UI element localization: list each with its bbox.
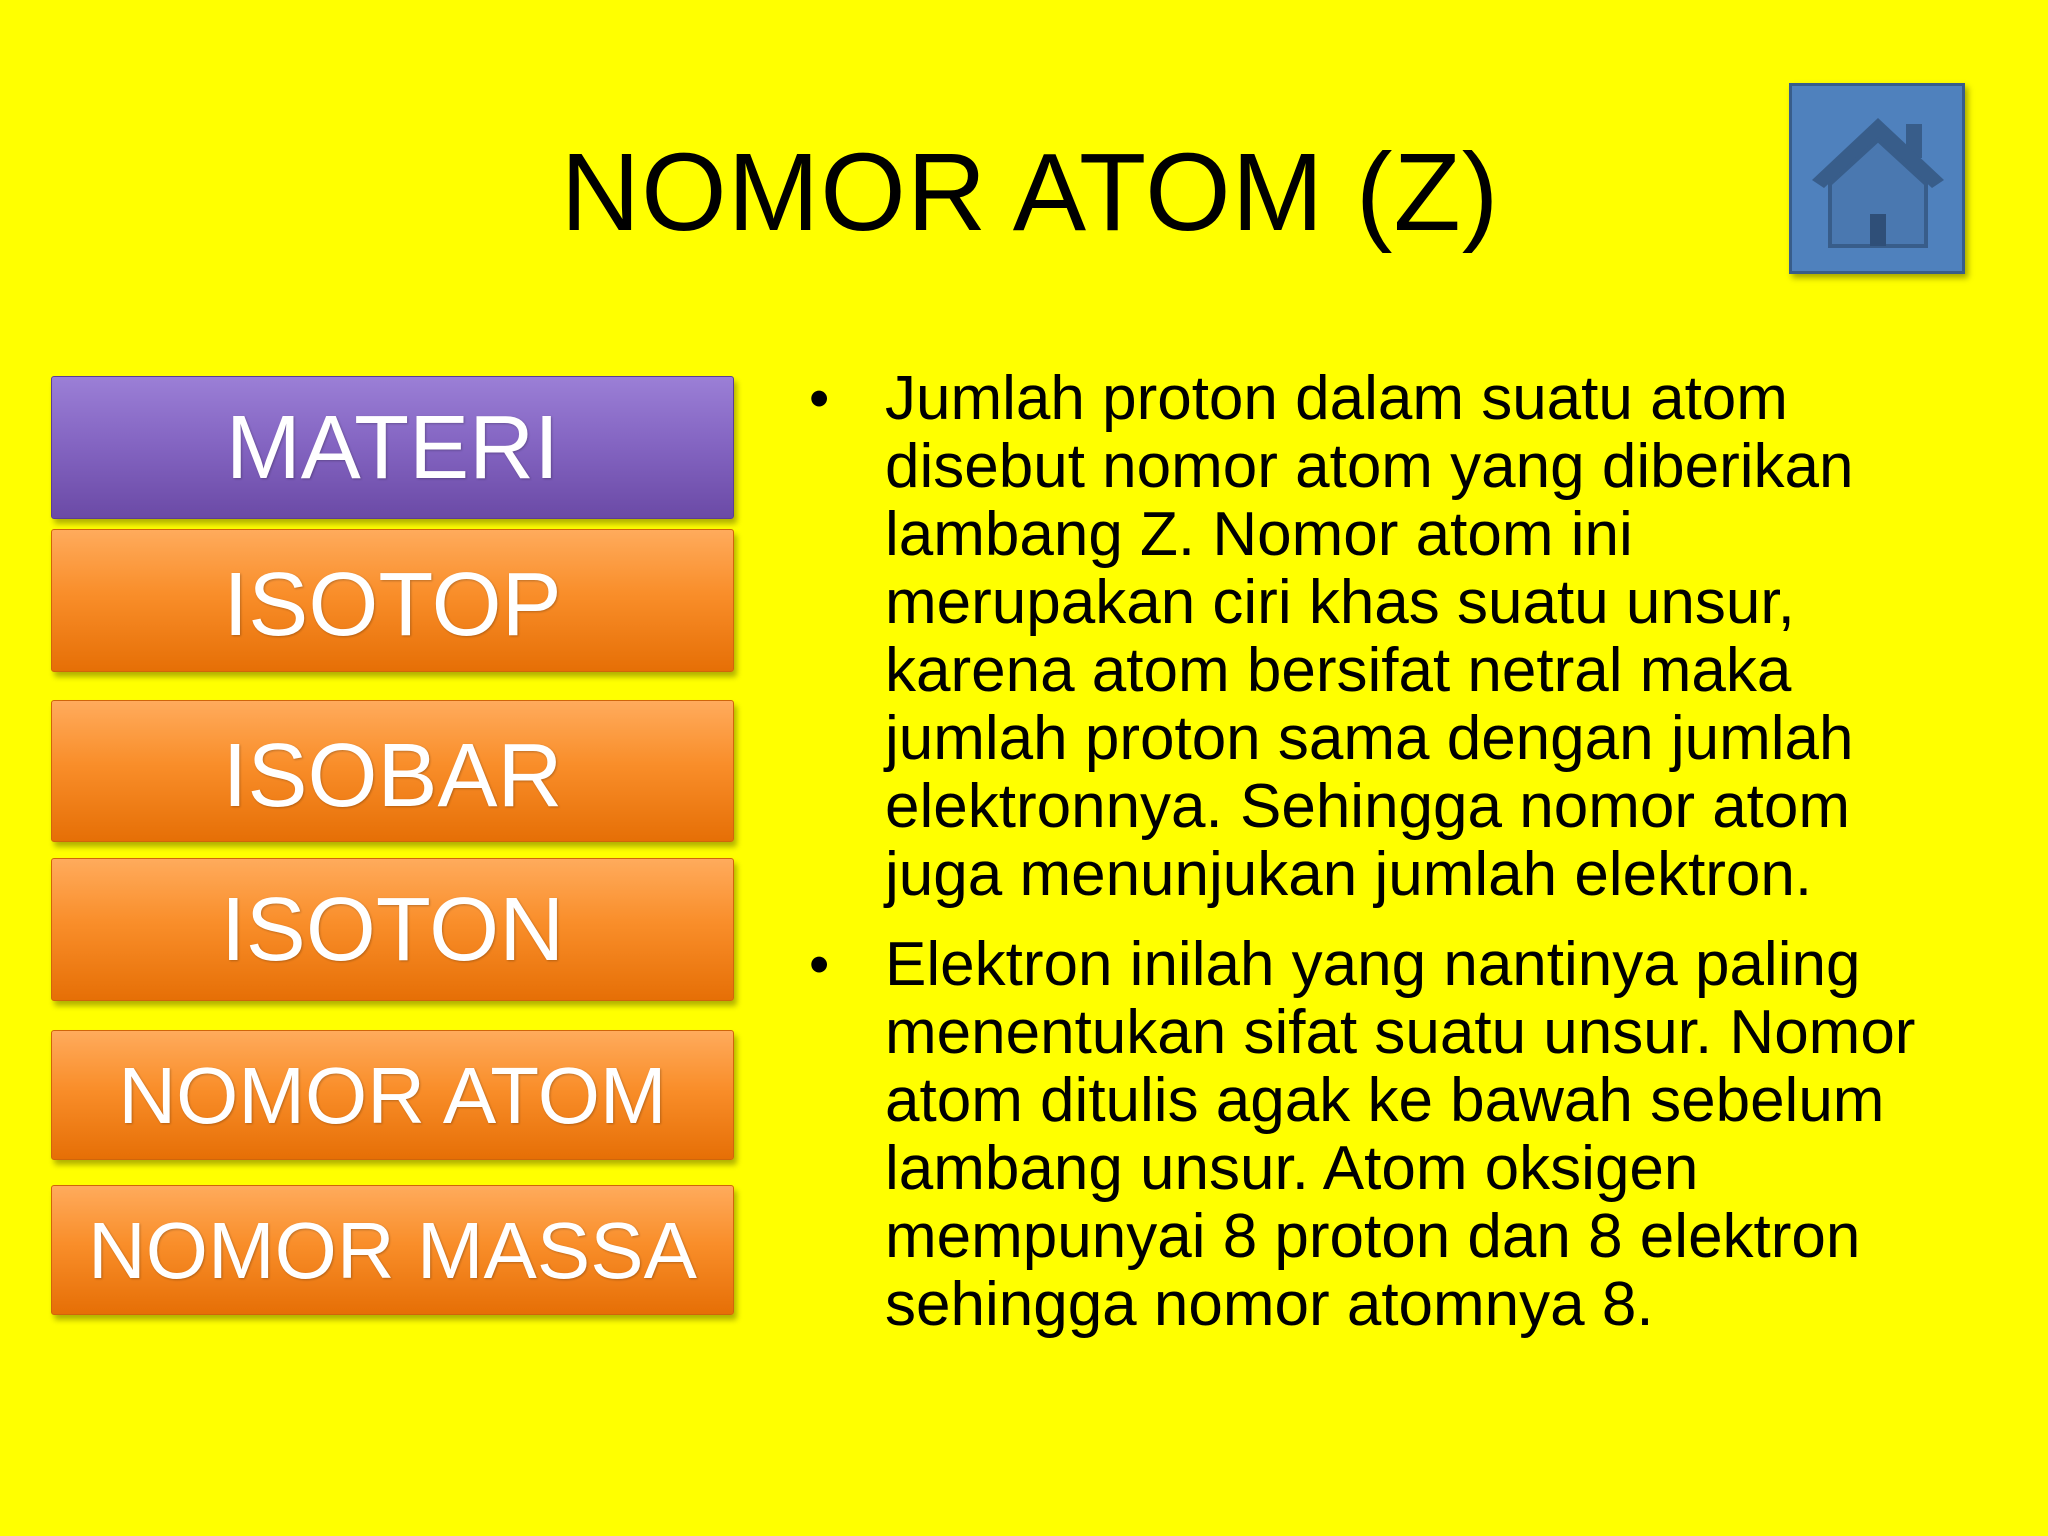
slide-title: NOMOR ATOM (Z) — [560, 131, 1500, 254]
menu-label: MATERI — [225, 398, 560, 498]
bullet-line: lambang Z. Nomor atom ini — [885, 500, 1633, 569]
home-button[interactable] — [1789, 83, 1965, 274]
bullet-symbol: • — [809, 366, 830, 431]
content-text — [795, 365, 2035, 1361]
bullet-item — [795, 365, 2035, 909]
bullet-line: elektronnya. Sehingga nomor atom — [885, 772, 1851, 841]
bullet-line: Elektron inilah yang nantinya paling — [885, 930, 1861, 999]
menu-button-materi[interactable] — [51, 376, 734, 519]
bullet-item — [795, 931, 2035, 1339]
home-icon — [1808, 110, 1948, 250]
bullet-line: menentukan sifat suatu unsur. Nomor — [885, 998, 1916, 1067]
menu-label: ISOBAR — [222, 726, 563, 826]
menu-label: ISOTON — [220, 880, 565, 980]
bullet-line: atom ditulis agak ke bawah sebelum — [885, 1066, 1885, 1135]
bullet-line: karena atom bersifat netral maka — [885, 636, 1792, 705]
bullet-line: sehingga nomor atomnya 8. — [885, 1270, 1654, 1339]
bullet-line: juga menunjukan jumlah elektron. — [885, 840, 1813, 909]
menu-button-nomor-atom[interactable] — [51, 1030, 734, 1160]
bullet-line: Jumlah proton dalam suatu atom — [885, 364, 1788, 433]
menu-button-nomor-massa[interactable] — [51, 1185, 734, 1315]
bullet-line: disebut nomor atom yang diberikan — [885, 432, 1854, 501]
menu-button-isobar[interactable] — [51, 700, 734, 842]
bullet-line: lambang unsur. Atom oksigen — [885, 1134, 1699, 1203]
menu-label: NOMOR MASSA — [88, 1206, 697, 1295]
menu-button-isotop[interactable] — [51, 529, 734, 672]
bullet-line: mempunyai 8 proton dan 8 elektron — [885, 1202, 1861, 1271]
bullet-line: merupakan ciri khas suatu unsur, — [885, 568, 1795, 637]
menu-label: ISOTOP — [223, 555, 562, 655]
menu-label: NOMOR ATOM — [118, 1051, 667, 1140]
bullet-symbol: • — [809, 932, 830, 997]
bullet-line: jumlah proton sama dengan jumlah — [885, 704, 1854, 773]
menu-button-isoton[interactable] — [51, 858, 734, 1001]
